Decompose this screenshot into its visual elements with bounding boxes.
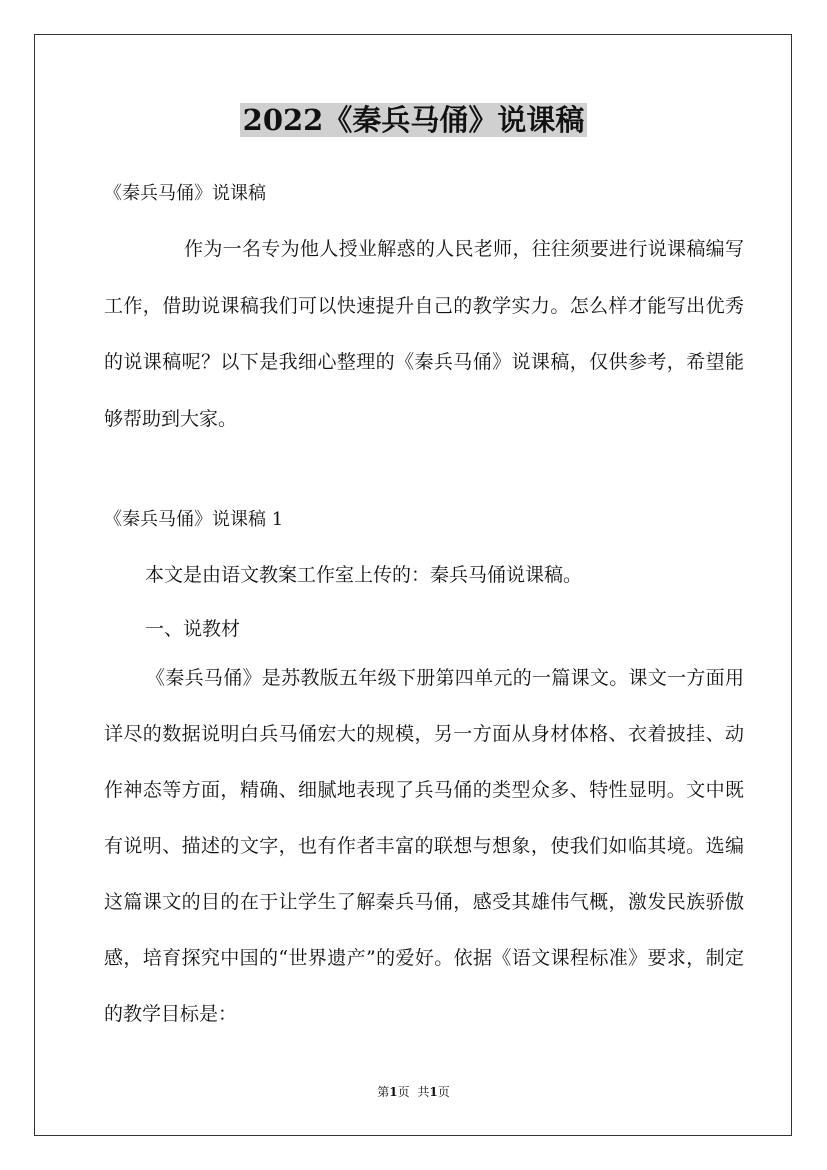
document-subtitle: 《秦兵马俑》说课稿 xyxy=(104,183,266,204)
page-footer xyxy=(0,1084,827,1100)
footer-total-unit: 页 xyxy=(437,1085,450,1099)
footer-page-number: 1 xyxy=(389,1085,398,1099)
source-line: 本文是由语文教案工作室上传的：秦兵马俑说课稿。 xyxy=(145,564,583,586)
part-heading: 一、说教材 xyxy=(145,618,241,640)
intro-paragraph: 作为一名专为他人授业解惑的人民老师，往往须要进行说课稿编写工作，借助说课稿我们可以快速提升自己的教学实力。怎么样才能写出优秀的说课稿呢？以下是我细心整理的《秦兵马俑》说课稿，仅供参考，希望能够帮助到大家。 xyxy=(104,238,744,430)
footer-total-number: 1 xyxy=(429,1085,438,1099)
section-heading: 《秦兵马俑》说课稿 1 xyxy=(104,509,284,530)
footer-total-label: 共 xyxy=(417,1085,430,1099)
footer-page-label: 第 xyxy=(377,1085,390,1099)
footer-page-unit: 页 xyxy=(397,1085,410,1099)
document-title xyxy=(0,100,827,140)
body-paragraph: 《秦兵马俑》是苏教版五年级下册第四单元的一篇课文。课文一方面用详尽的数据说明白兵马俑宏大的规模，另一方面从身材体格、衣着披挂、动作神态等方面，精确、细腻地表现了兵马俑的类型众多、特性显明。文中既有说明、描述的文字，也有作者丰富的联想与想象，使我们如临其境。选编这篇课文的目的在于让学生了解秦兵马俑，感受其雄伟气概，激发民族骄傲感，培育探究中国的“世界遗产”的爱好。依据《语文课程标准》要求，制定的教学目标是： xyxy=(104,667,744,1025)
document-title-text: 2022《秦兵马俑》说课稿 xyxy=(240,103,588,137)
